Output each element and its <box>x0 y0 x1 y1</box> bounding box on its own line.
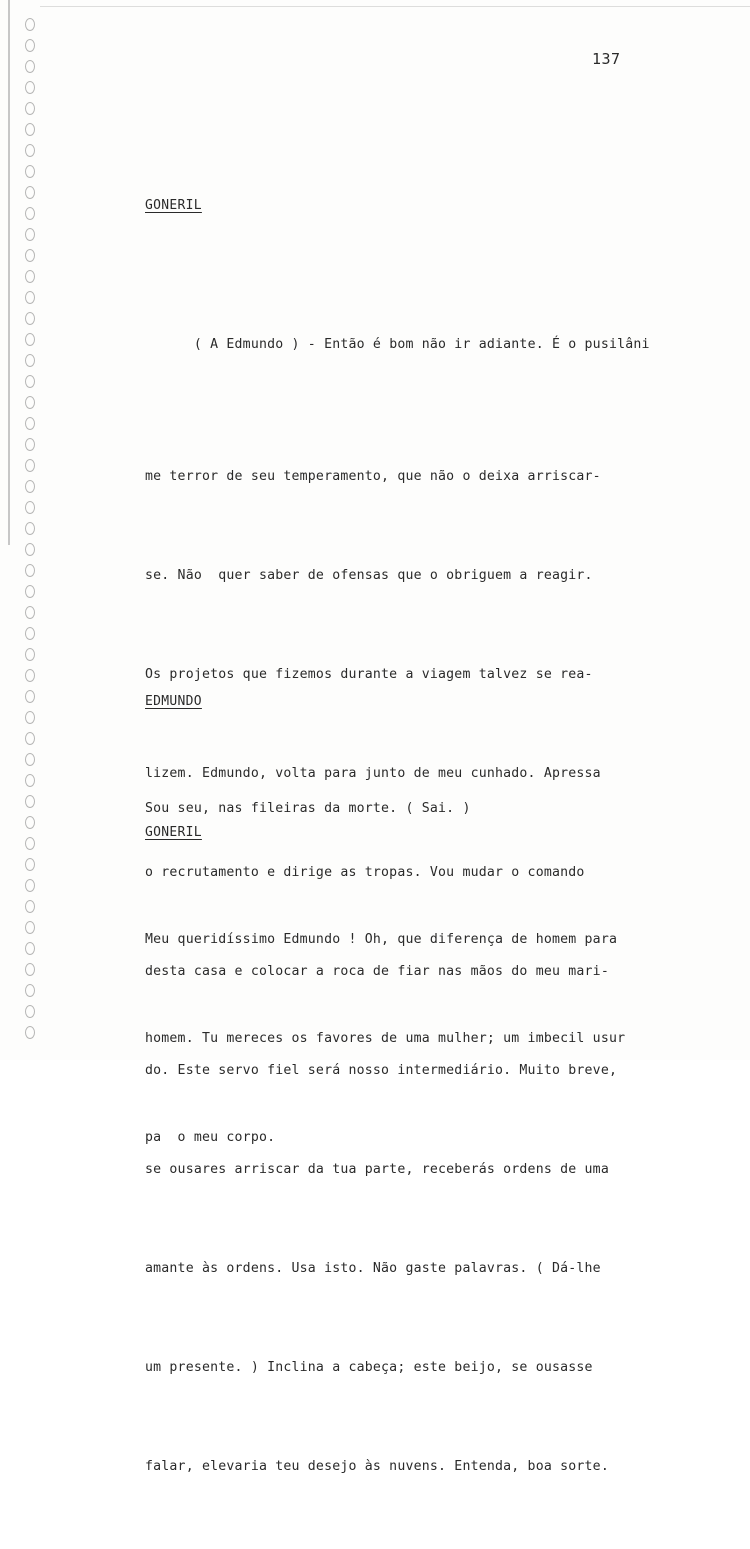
speech-line: Meu queridíssimo Edmundo ! Oh, que diferença de homem para <box>145 932 618 947</box>
punch-hole <box>25 39 35 52</box>
speech-line: se ousares arriscar da tua parte, receberás ordens de uma <box>145 1162 609 1177</box>
speaker-name: GONERIL <box>145 198 202 213</box>
punch-hole <box>25 291 35 304</box>
punch-hole <box>25 18 35 31</box>
punch-hole <box>25 837 35 850</box>
speech-line: um presente. ) Inclina a cabeça; este beijo, se ousasse <box>145 1360 593 1375</box>
speech-line: pa o meu corpo. <box>145 1130 276 1145</box>
punch-hole <box>25 312 35 325</box>
speech-line: homem. Tu mereces os favores de uma mulher; um imbecil usur <box>145 1031 626 1046</box>
punch-hole <box>25 879 35 892</box>
punch-hole <box>25 774 35 787</box>
punch-hole <box>25 438 35 451</box>
punch-hole <box>25 144 35 157</box>
speaker-name: EDMUNDO <box>145 694 202 709</box>
punch-hole <box>25 669 35 682</box>
punch-hole <box>25 165 35 178</box>
punch-hole <box>25 984 35 997</box>
punch-hole <box>25 627 35 640</box>
punch-hole <box>25 606 35 619</box>
punch-hole <box>25 858 35 871</box>
speech-line: lizem. Edmundo, volta para junto de meu cunhado. Apressa <box>145 766 601 781</box>
speech-line: o recrutamento e dirige as tropas. Vou mudar o comando <box>145 865 585 880</box>
punch-hole <box>25 522 35 535</box>
punch-hole <box>25 795 35 808</box>
punch-hole <box>25 585 35 598</box>
punch-hole <box>25 186 35 199</box>
punch-hole <box>25 921 35 934</box>
punch-hole <box>25 711 35 724</box>
speech-text <box>145 857 625 1220</box>
punch-hole <box>25 207 35 220</box>
punch-hole <box>25 375 35 388</box>
speech-line: amante às ordens. Usa isto. Não gaste palavras. ( Dá-lhe <box>145 1261 601 1276</box>
punch-hole <box>25 102 35 115</box>
speech-line: desta casa e colocar a roca de fiar nas mãos do meu mari- <box>145 964 609 979</box>
page-top-edge <box>40 6 750 7</box>
punch-hole <box>25 1005 35 1018</box>
punch-hole <box>25 1026 35 1039</box>
punch-hole <box>25 417 35 430</box>
punch-hole <box>25 396 35 409</box>
punch-hole <box>25 228 35 241</box>
punch-hole <box>25 732 35 745</box>
speech-line: falar, elevaria teu desejo às nuvens. Entenda, boa sorte. <box>145 1459 609 1474</box>
speech-line: me terror de seu temperamento, que não o deixa arriscar- <box>145 469 601 484</box>
punch-hole <box>25 690 35 703</box>
speech-line <box>145 295 650 394</box>
punch-hole <box>25 123 35 136</box>
punch-hole <box>25 501 35 514</box>
speech-line: Os projetos que fizemos durante a viagem talvez se rea- <box>145 667 593 682</box>
punch-hole <box>25 60 35 73</box>
punch-hole <box>25 942 35 955</box>
speech-line: Sou seu, nas fileiras da morte. ( Sai. ) <box>145 801 471 816</box>
punch-hole <box>25 648 35 661</box>
punch-hole <box>25 333 35 346</box>
punch-hole <box>25 816 35 829</box>
punch-hole <box>25 249 35 262</box>
speaker-name: GONERIL <box>145 825 202 840</box>
punch-hole <box>25 963 35 976</box>
page-number: 137 <box>592 50 621 68</box>
punch-hole <box>25 81 35 94</box>
punch-hole <box>25 564 35 577</box>
punch-hole <box>25 354 35 367</box>
speech-line: se. Não quer saber de ofensas que o obriguem a reagir. <box>145 568 593 583</box>
punch-hole <box>25 543 35 556</box>
speech-line: do. Este servo fiel será nosso intermediário. Muito breve, <box>145 1063 618 1078</box>
punch-holes-column <box>25 18 39 1048</box>
speech-line-text: ( A Edmundo ) - Então é bom não ir adiante. É o pusilâni <box>193 337 650 352</box>
binding-edge <box>8 0 10 545</box>
punch-hole <box>25 480 35 493</box>
punch-hole <box>25 900 35 913</box>
punch-hole <box>25 753 35 766</box>
punch-hole <box>25 459 35 472</box>
punch-hole <box>25 270 35 283</box>
